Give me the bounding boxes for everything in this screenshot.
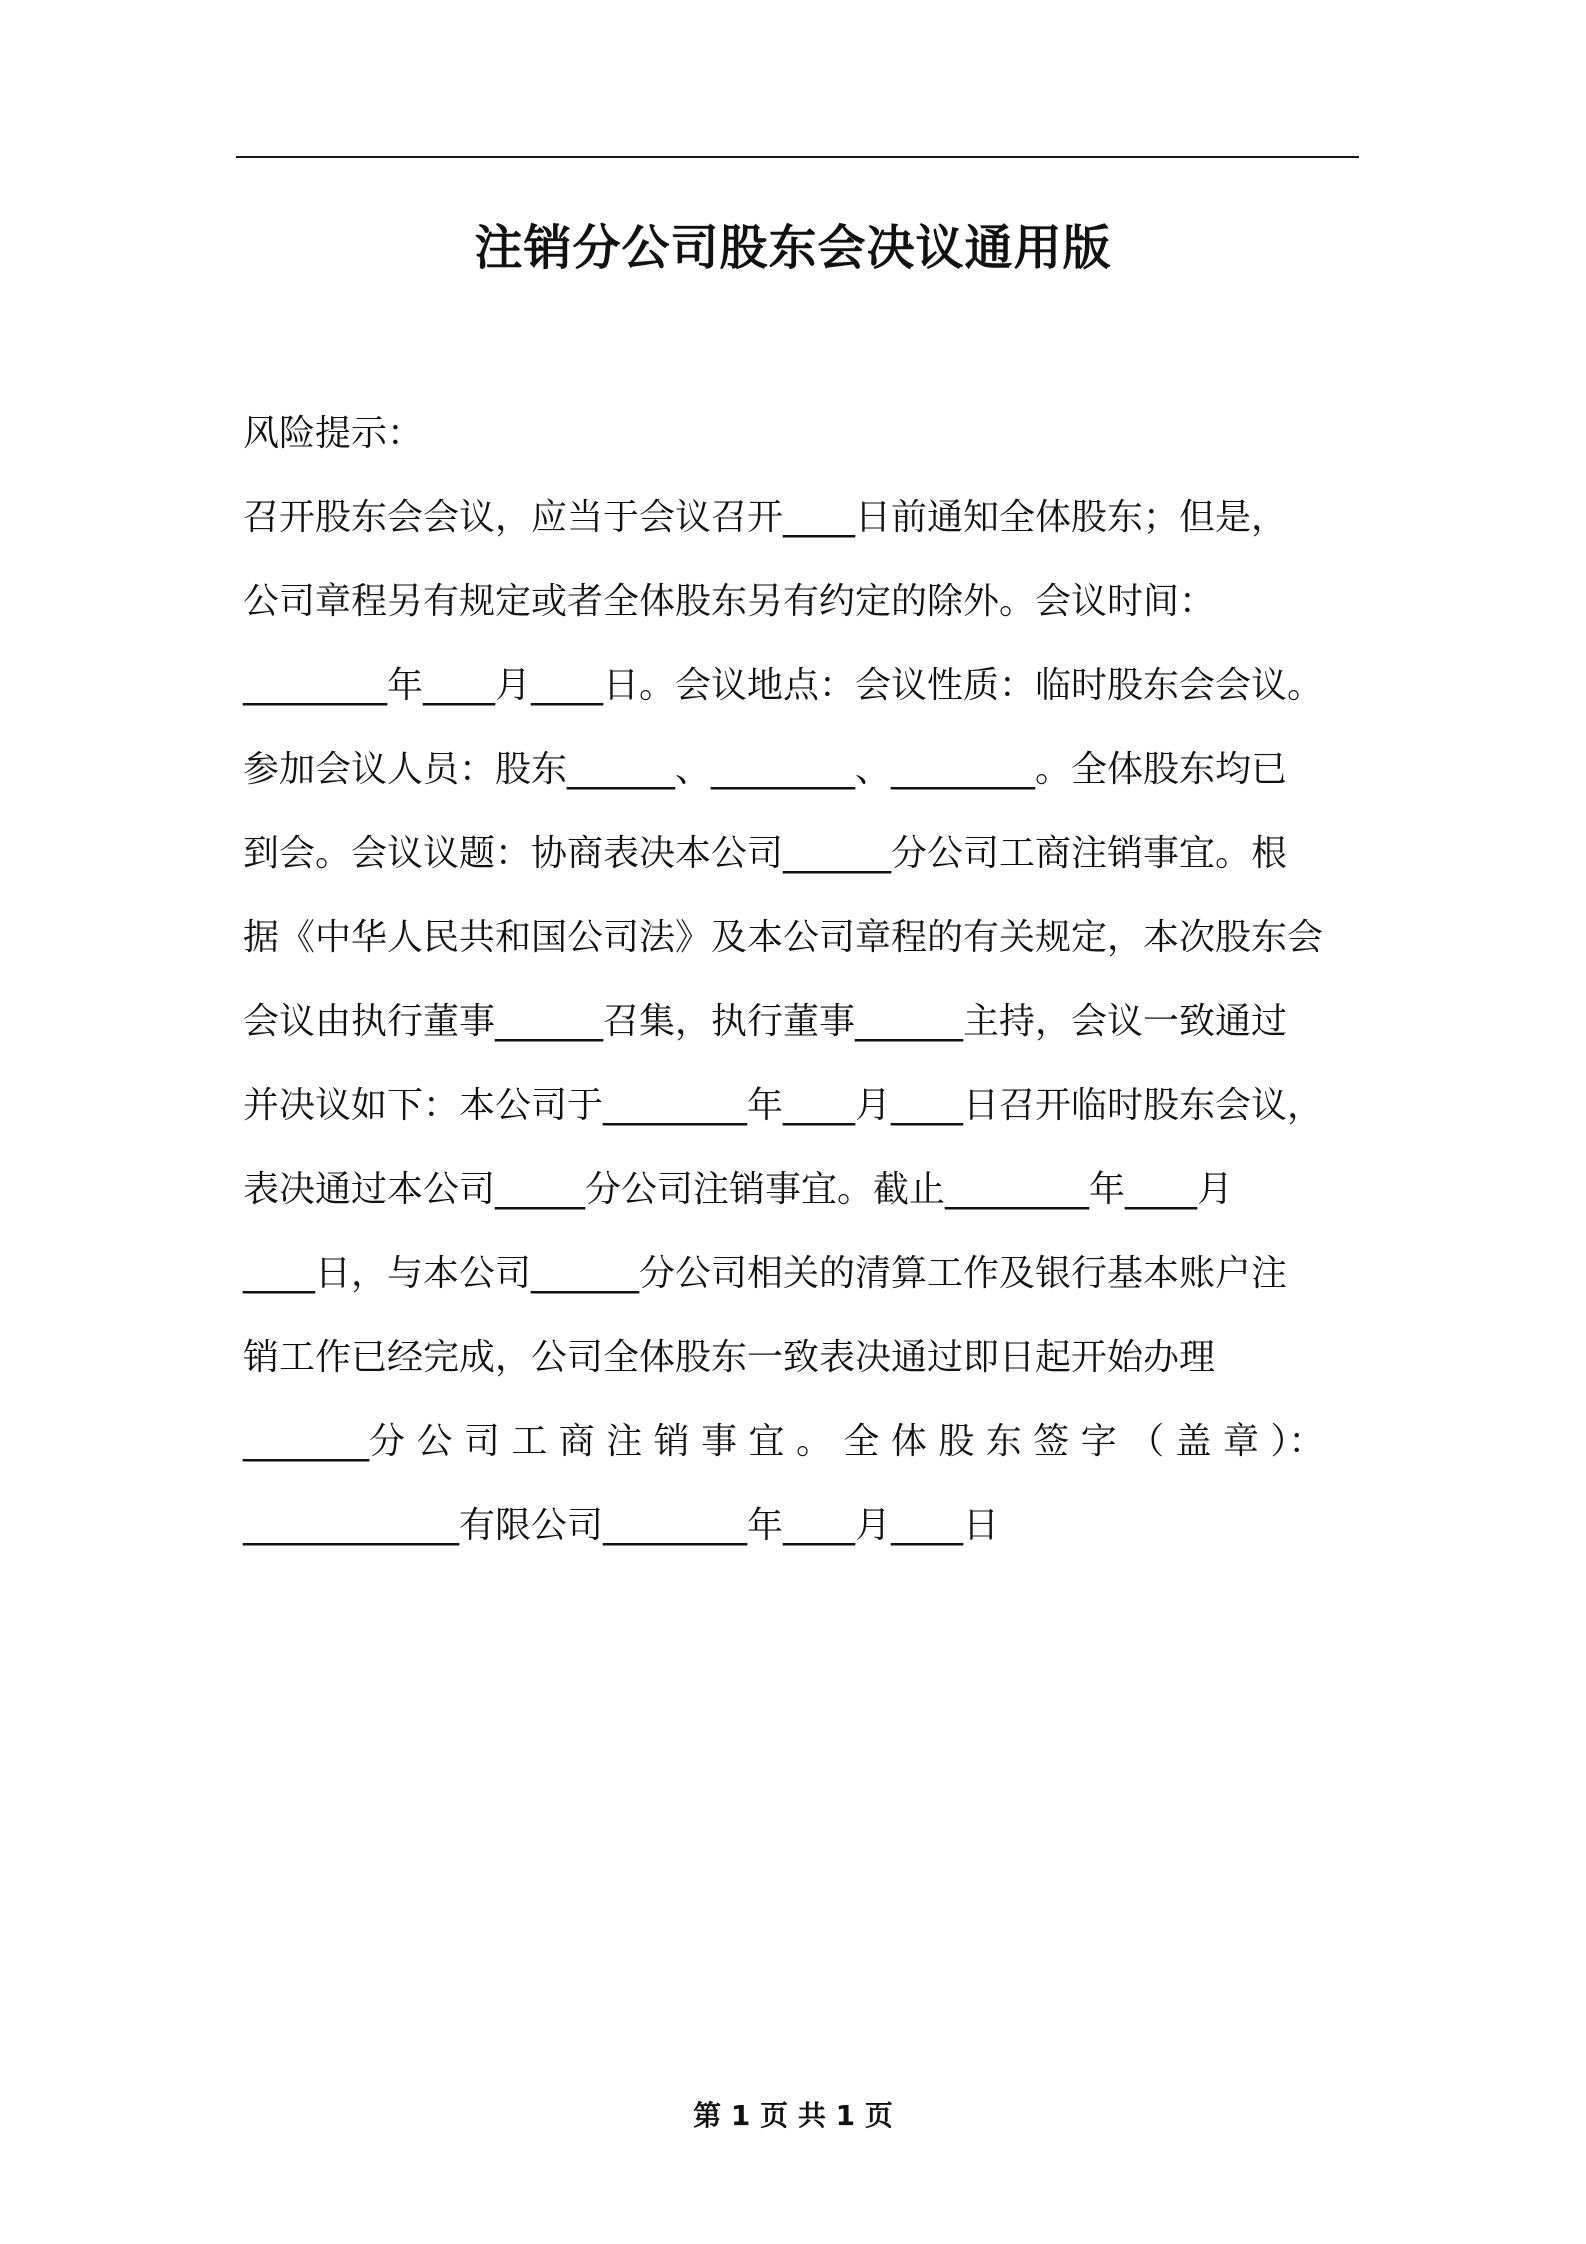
body-line-5: 到会。会议议题：协商表决本公司______分公司工商注销事宜。根 xyxy=(243,833,1288,874)
signature-line: ____________有限公司________年____月____日 xyxy=(243,1505,1000,1546)
body-line-4: 参加会议人员：股东______、________、________。全体股东均已 xyxy=(243,749,1288,790)
document-title: 注销分公司股东会决议通用版 xyxy=(474,220,1112,276)
body-line-10: ____日，与本公司______分公司相关的清算工作及银行基本账户注 xyxy=(243,1253,1288,1294)
body-line-3: ________年____月____日。会议地点：会议性质：临时股东会会议。 xyxy=(243,665,1324,706)
body-line-7: 会议由执行董事______召集，执行董事______主持，会议一致通过 xyxy=(243,1001,1288,1042)
body-line-1: 召开股东会会议，应当于会议召开____日前通知全体股东；但是， xyxy=(243,497,1288,538)
risk-notice-heading: 风险提示： xyxy=(243,413,424,454)
header-rule xyxy=(236,156,1359,158)
body-line-8: 并决议如下：本公司于________年____月____日召开临时股东会议， xyxy=(243,1085,1324,1126)
page-number: 第 1 页 共 1 页 xyxy=(693,2099,893,2132)
body-line-2: 公司章程另有规定或者全体股东另有约定的除外。会议时间： xyxy=(243,581,1216,622)
body-line-9: 表决通过本公司_____分公司注销事宜。截止________年____月 xyxy=(243,1169,1234,1210)
body-line-12: _______分 公 司 工 商 注 销 事 宜 。 全 体 股 东 签 字 （ 盖 章 ）： xyxy=(243,1421,1325,1462)
body-line-11: 销工作已经完成，公司全体股东一致表决通过即日起开始办理 xyxy=(243,1337,1216,1378)
body-line-6: 据《中华人民共和国公司法》及本公司章程的有关规定，本次股东会 xyxy=(243,917,1324,958)
